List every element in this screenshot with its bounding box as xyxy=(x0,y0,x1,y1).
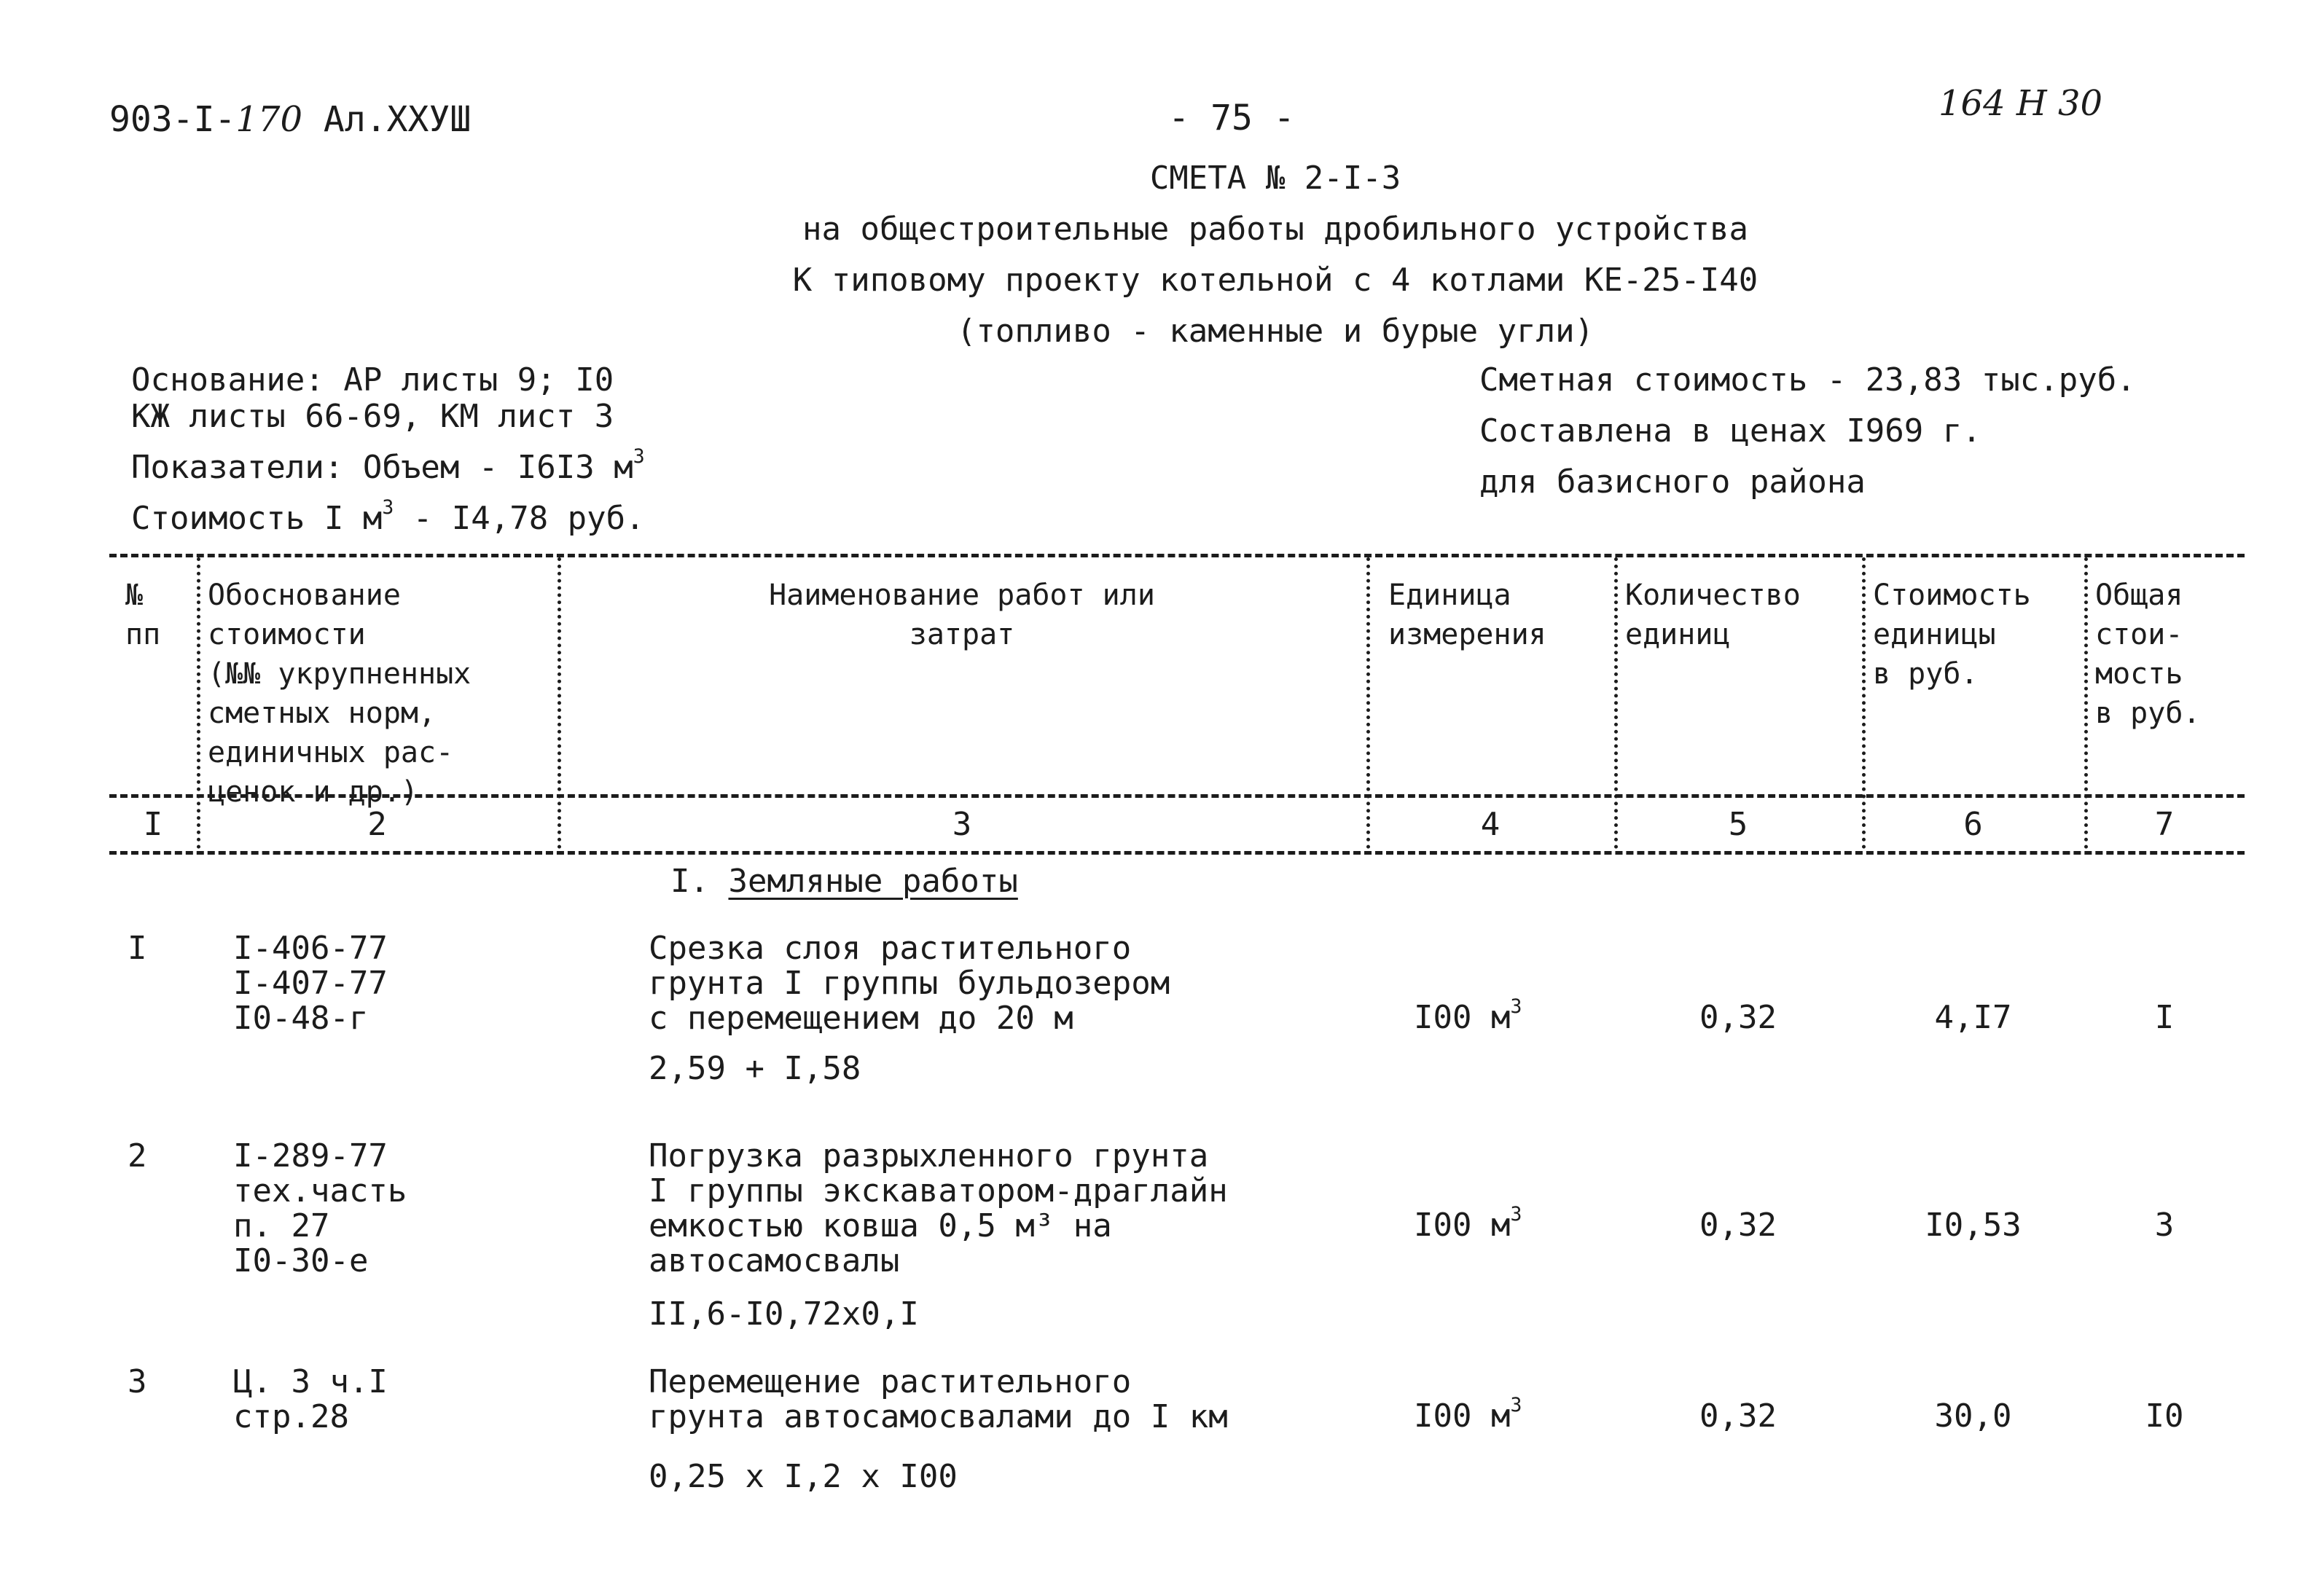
column-divider xyxy=(557,557,561,849)
column-divider xyxy=(197,557,200,849)
column-number: 3 xyxy=(952,806,972,843)
indicator-volume-text: Показатели: Объем - I6I3 м xyxy=(131,449,633,486)
header-total-cost: Общая стои- мость в руб. xyxy=(2095,579,2201,730)
table-colnum-rule xyxy=(109,851,2245,855)
column-divider xyxy=(2084,557,2088,849)
estimate-title xyxy=(656,153,1895,357)
basis-sheets-kzh: КЖ листы 66-69, КМ лист 3 xyxy=(131,398,614,435)
indicator-volume xyxy=(131,444,645,486)
row-quantity: 0,32 xyxy=(1699,1207,1777,1244)
archive-stamp-number: 164 H 30 xyxy=(1938,83,2103,124)
section-number: I. xyxy=(670,863,709,900)
column-divider xyxy=(1862,557,1866,849)
basis-sheets-ar: Основание: АР листы 9; I0 xyxy=(131,361,614,399)
column-number: 4 xyxy=(1480,806,1501,843)
row-quantity: 0,32 xyxy=(1699,1397,1777,1435)
column-divider xyxy=(1614,557,1618,849)
column-number: 2 xyxy=(367,806,387,843)
header-number: № пп xyxy=(125,579,161,651)
row-basis: Ц. 3 ч.I стр.28 xyxy=(233,1363,388,1435)
row-basis: I-289-77 тех.часть п. 27 I0-30-е xyxy=(233,1137,407,1279)
column-number: 6 xyxy=(1963,806,1983,843)
estimate-title-subject: на общестроительные работы дробильного устройства xyxy=(802,211,1749,248)
row-unit: I00 $м^3$ xyxy=(1414,1202,1522,1244)
header-unit-cost: Стоимость единицы в руб. xyxy=(1873,579,2031,691)
indicator-unit-cost xyxy=(131,495,645,537)
unit-cost-value: - I4,78 руб. xyxy=(394,500,645,537)
header-unit: Единица измерения xyxy=(1388,579,1546,651)
unit-cost-label: Стоимость I м xyxy=(131,500,383,537)
row-total-cost: I0 xyxy=(2145,1397,2184,1435)
album-number: Ал.ХХУШ xyxy=(323,99,472,140)
column-divider xyxy=(1366,557,1370,849)
cubic-superscript: 3 xyxy=(382,495,394,519)
row-total-cost: 3 xyxy=(2154,1207,2175,1244)
column-number: I xyxy=(143,806,163,843)
row-work-name: Срезка слоя растительного грунта I группы бульдозером с перемещением до 20 м xyxy=(649,930,1170,1037)
document-code-handwritten: 170 xyxy=(235,99,303,140)
estimate-title-fuel: (топливо - каменные и бурые угли) xyxy=(956,313,1595,350)
row-number: I xyxy=(128,930,147,967)
section-heading xyxy=(670,863,1018,900)
estimate-title-number: СМЕТА № 2-I-3 xyxy=(1149,160,1401,197)
row-unit: I00 $м^3$ xyxy=(1414,995,1522,1036)
row-number: 2 xyxy=(128,1137,147,1175)
row-calculation: 2,59 + I,58 xyxy=(649,1050,861,1087)
base-region: для базисного района xyxy=(1479,463,1866,501)
column-number: 5 xyxy=(1728,806,1748,843)
row-work-name: Погрузка разрыхленного грунта I группы экскаватором-драглайн емкостью ковша 0,5 м³ на автосамосвалы xyxy=(649,1137,1228,1279)
estimate-title-project: К типовому проекту котельной с 4 котлами КЕ-25-I40 xyxy=(792,262,1758,299)
row-unit: I00 $м^3$ xyxy=(1414,1393,1522,1435)
document-code xyxy=(109,99,472,140)
row-calculation: 0,25 х I,2 х I00 xyxy=(649,1458,958,1495)
row-basis: I-406-77 I-407-77 I0-48-г xyxy=(233,930,388,1037)
row-quantity: 0,32 xyxy=(1699,999,1777,1036)
page-number: - 75 - xyxy=(1168,98,1295,138)
header-quantity: Количество единиц xyxy=(1625,579,1801,651)
row-calculation: II,6-I0,72х0,I xyxy=(649,1295,919,1333)
table-top-rule xyxy=(109,554,2245,557)
row-unit-cost: 4,I7 xyxy=(1934,999,2012,1036)
estimated-cost: Сметная стоимость - 23,83 тыс.руб. xyxy=(1479,361,2136,399)
row-unit-cost: 30,0 xyxy=(1934,1397,2012,1435)
row-number: 3 xyxy=(128,1363,147,1400)
document-code-printed: 903-I- xyxy=(109,99,236,140)
section-title: Земляные работы xyxy=(728,863,1018,900)
row-work-name: Перемещение растительного грунта автосамосвалами до I км xyxy=(649,1363,1228,1435)
price-year: Составлена в ценах I969 г. xyxy=(1479,412,1981,450)
row-total-cost: I xyxy=(2154,999,2175,1036)
cubic-superscript: 3 xyxy=(633,444,645,468)
row-unit-cost: I0,53 xyxy=(1925,1207,2022,1244)
column-number: 7 xyxy=(2154,806,2175,843)
header-work-name: Наименование работ или затрат xyxy=(769,579,1155,651)
header-cost-basis: Обоснование стоимости (№№ укрупненных сметных норм, единичных рас- ценок и др.) xyxy=(208,579,472,809)
